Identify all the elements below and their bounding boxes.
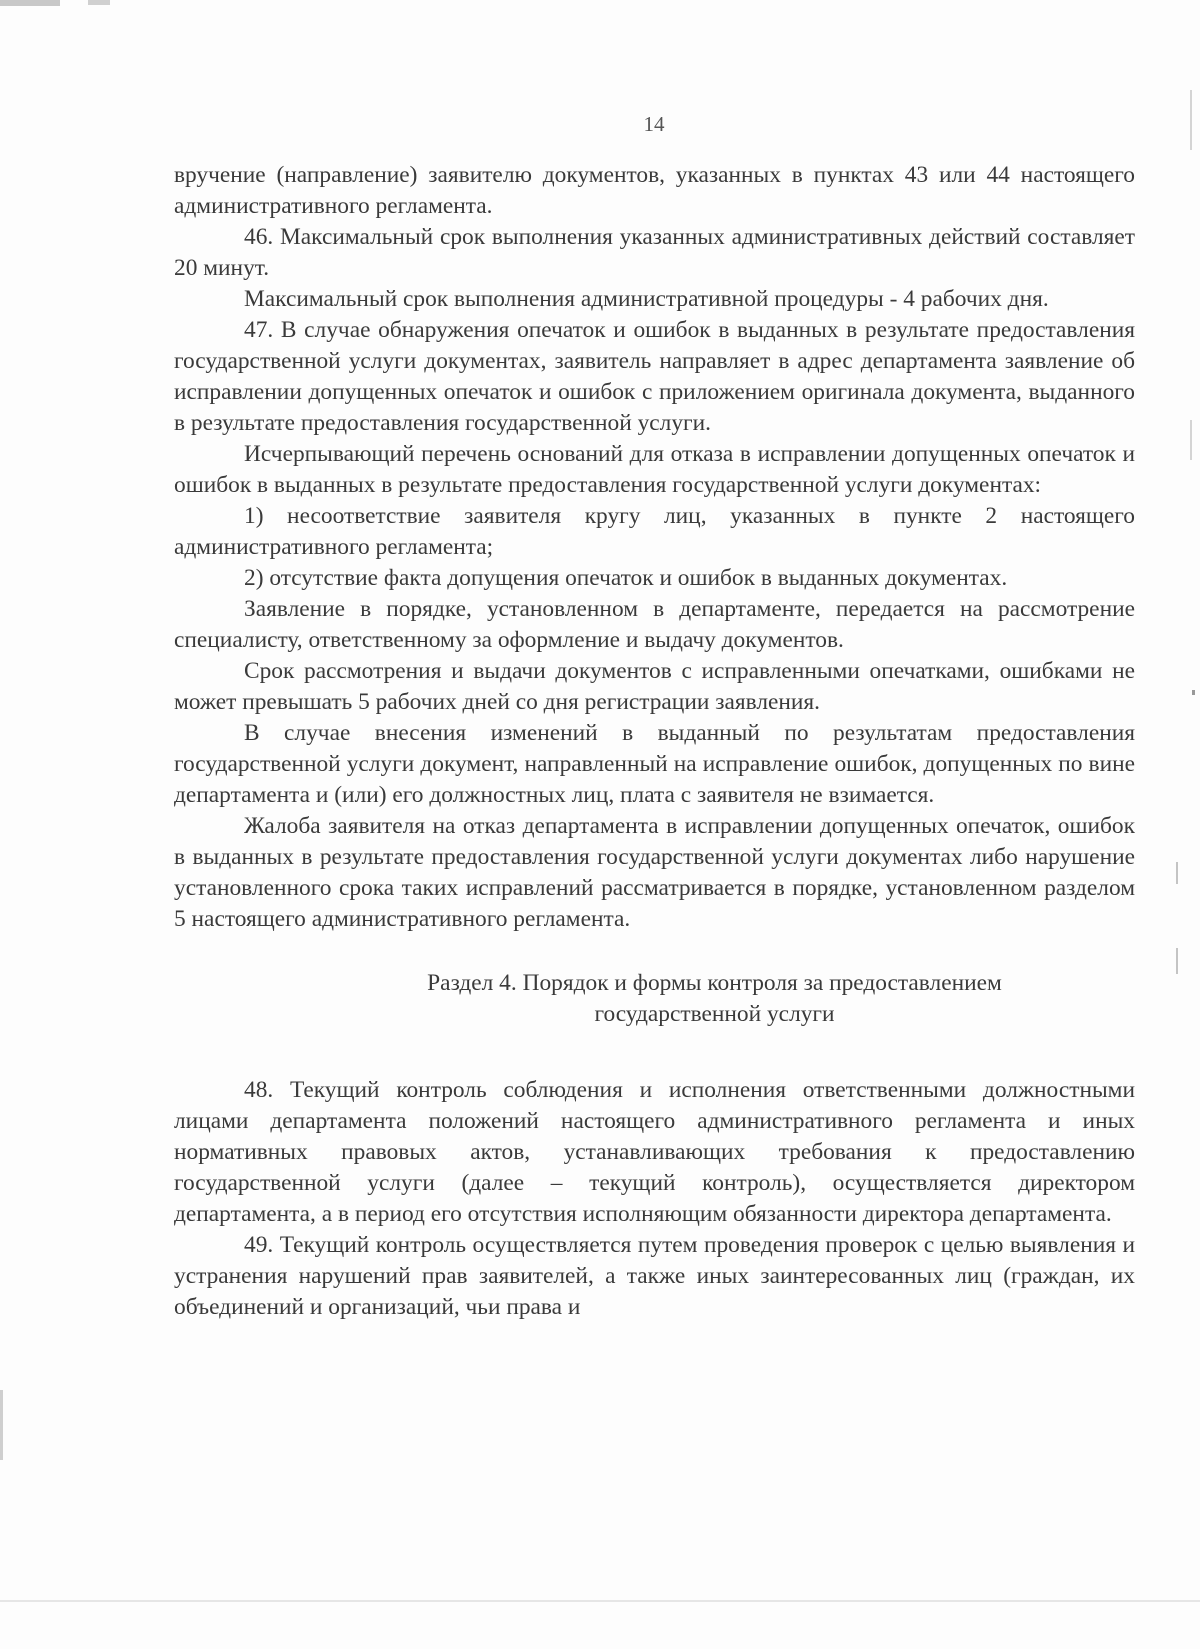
section-title (174, 968, 1135, 1030)
document-body (174, 160, 1135, 1323)
page-number: 14 (643, 112, 665, 136)
paragraph: Максимальный срок выполнения административной процедуры - 4 рабочих дня. (244, 286, 1049, 312)
list-item: 1) несоответствие заявителя кругу лиц, указанных в пункте 2 настоящего административного регламента; (174, 503, 1135, 560)
scan-artifact (1176, 862, 1178, 884)
scan-artifact (1192, 690, 1195, 695)
scan-artifact (0, 0, 60, 6)
list-item: 2) отсутствие факта допущения опечаток и ошибок в выданных документах. (244, 565, 1008, 591)
section-title-line: Раздел 4. Порядок и формы контроля за предоставлением (427, 970, 1002, 996)
paragraph: 46. Максимальный срок выполнения указанных административных действий составляет 20 минут. (174, 224, 1135, 281)
paragraph: 47. В случае обнаружения опечаток и ошибок в выданных в результате предоставления государственной услуги документах, заявитель направляет в адрес департамента заявление об исправлении допущенных опечаток и ошибок с приложением оригинала документа, выданного в результате предоставления государственной услуги. (174, 317, 1135, 436)
scan-artifact (1176, 948, 1178, 974)
scan-artifact (0, 1390, 3, 1460)
section-title-line: государственной услуги (594, 1001, 835, 1027)
scan-artifact (1190, 420, 1192, 460)
scan-artifact (0, 1600, 1200, 1602)
paragraph: Исчерпывающий перечень оснований для отказа в исправлении допущенных опечаток и ошибок в выданных в результате предоставления государственной услуги документах: (174, 441, 1135, 498)
paragraph: Жалоба заявителя на отказ департамента в исправлении допущенных опечаток, ошибок в выданных в результате предоставления государственной услуги документах либо нарушение установленного срока таких исправлений рассматривается в порядке, установленном разделом 5 настоящего административного регламента. (174, 813, 1135, 932)
paragraph: Срок рассмотрения и выдачи документов с исправленными опечатками, ошибками не может превышать 5 рабочих дней со дня регистрации заявления. (174, 658, 1135, 715)
paragraph: 49. Текущий контроль осуществляется путем проведения проверок с целью выявления и устранения нарушений прав заявителей, а также иных заинтересованных лиц (граждан, их объединений и организаций, чьи права и (174, 1232, 1135, 1320)
paragraph: Заявление в порядке, установленном в департаменте, передается на рассмотрение специалисту, ответственному за оформление и выдачу документов. (174, 596, 1135, 653)
paragraph: вручение (направление) заявителю документов, указанных в пунктах 43 или 44 настоящего административного регламента. (174, 162, 1135, 219)
paragraph: 48. Текущий контроль соблюдения и исполнения ответственными должностными лицами департамента положений настоящего административного регламента и иных нормативных правовых актов, устанавливающих требования к предоставлению государственной услуги (далее – текущий контроль), осуществляется директором департамента, а в период его отсутствия исполняющим обязанности директора департамента. (174, 1077, 1135, 1227)
paragraph: В случае внесения изменений в выданный по результатам предоставления государственной услуги документ, направленный на исправление ошибок, допущенных по вине департамента и (или) его должностных лиц, плата с заявителя не взимается. (174, 720, 1135, 808)
scan-artifact (88, 0, 110, 5)
